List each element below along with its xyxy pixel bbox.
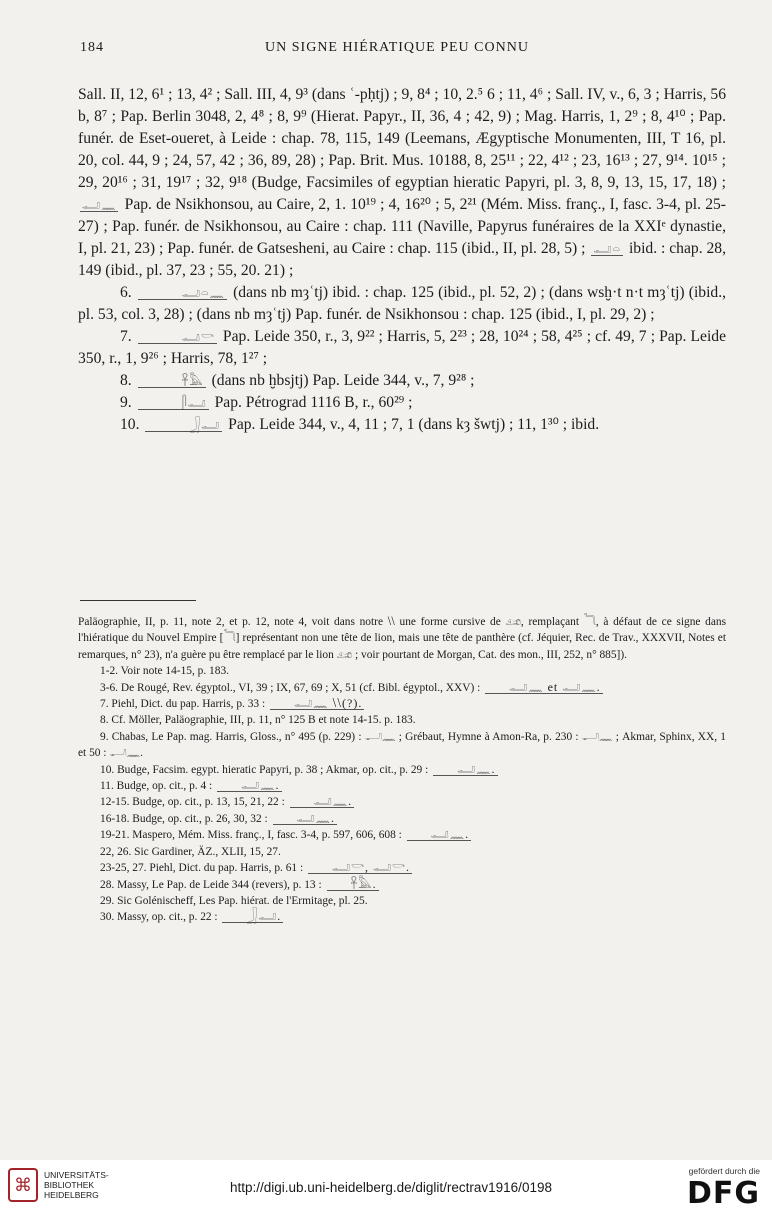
library-logo[interactable] bbox=[8, 1168, 109, 1202]
item-number: 10. bbox=[120, 416, 140, 433]
hieratic-glyph-icon: 𓂝𓈖 et 𓂝𓈖. bbox=[485, 681, 603, 694]
footnote bbox=[78, 778, 726, 794]
hieratic-glyph-icon: 𓂝𓈖. bbox=[217, 779, 281, 792]
footnote bbox=[78, 811, 726, 827]
funder-label: gefördert durch die bbox=[688, 1166, 760, 1176]
footnote bbox=[78, 762, 726, 778]
permalink-url[interactable]: http://digi.ub.uni-heidelberg.de/diglit/rectrav1916/0198 bbox=[230, 1180, 552, 1195]
paragraph-text: Sall. II, 12, 6¹ ; 13, 4² ; Sall. III, 4, 9³ (dans ʿ-pḥtj) ; 9, 8⁴ ; 10, 2.⁵ 6 ; 11, 4⁶ ; Sall. IV, v., 6, 3 ; Harris, 56 b, 8⁷ ; Pap. Berlin 3048, 2, 4⁸ ; 8, 9⁹ (Hierat. Papyr., II, 36, 4 ; 42, 9) ; Mag. Harris, 1, 2⁹ ; 8, 4¹⁰ ; Pap. funér. de Eset-oueret, à Leide : chap. 78, 115, 149 (Leemans, Ægyptische Monumenten, III, T 16, pl. 20, col. 44, 9 ; 24, 57, 42 ; 36, 89, 28) ; Pap. Brit. Mus. 10188, 8, 25¹¹ ; 22, 4¹² ; 23, 16¹³ ; 27, 9¹⁴. 10¹⁵ ; 29, 20¹⁶ ; 31, 19¹⁷ ; 32, 9¹⁸ (Budge, Facsimiles of egyptian hieratic Papyri, pl. 3, 8, 9, 13, 15, 17, 18) ; bbox=[78, 86, 726, 191]
hieratic-glyph-icon: 𓋴𓂝 bbox=[138, 397, 209, 410]
paragraph bbox=[78, 84, 726, 282]
hieratic-glyph-icon: 𓂝𓈖. bbox=[407, 828, 471, 841]
hieratic-glyph-icon: 𓂝𓏏𓈖 bbox=[138, 287, 227, 300]
item-number: 9. bbox=[120, 394, 132, 411]
footnote-text: 10. Budge, Facsim. egypt. hieratic Papyri, p. 38 ; Akmar, op. cit., p. 29 : bbox=[100, 763, 429, 776]
list-item bbox=[78, 370, 726, 392]
page-number: 184 bbox=[80, 40, 104, 55]
paragraph-text: ibid. : chap. 28, 149 (ibid., pl. 37, 23 ; 55, 20. 21) ; bbox=[78, 240, 726, 279]
footnote bbox=[78, 696, 726, 712]
hieratic-glyph-icon: 𓃀𓂝. bbox=[222, 910, 283, 923]
hieratic-glyph-icon: 𓂝𓈖 ⧵⧵(?). bbox=[270, 697, 364, 710]
footnote-text: 23-25, 27. Piehl, Dict. du pap. Harris, p. 61 : bbox=[100, 862, 304, 875]
item-text: Pap. Leide 344, v., 4, 11 ; 7, 1 (dans kȝ šwtj) ; 11, 1³⁰ ; ibid. bbox=[228, 416, 600, 433]
footnote bbox=[78, 827, 726, 843]
footnote-text: 19-21. Maspero, Mém. Miss. franç., I, fasc. 3-4, p. 597, 606, 608 : bbox=[100, 829, 402, 842]
hieratic-glyph-icon: 𓂝𓈖. bbox=[273, 812, 337, 825]
list-item bbox=[78, 392, 726, 414]
footnote-text: 3-6. De Rougé, Rev. égyptol., VI, 39 ; IX, 67, 69 ; X, 51 (cf. Bibl. égyptol., XXV) : bbox=[100, 681, 481, 694]
footnote: 8. Cf. Möller, Paläographie, III, p. 11, n° 125 B et note 14-15. p. 183. bbox=[100, 714, 416, 727]
dfg-logo[interactable]: DFG bbox=[686, 1176, 760, 1211]
item-text: (dans nb mȝʿtj) ibid. : chap. 125 (ibid., pl. 52, 2) ; (dans wsḫ·t n·t mȝʿtj) (ibid., pl. 53, col. 3, 28) ; (dans nb mȝʿtj) Pap. funér. de Nsikhonsou : chap. 125 (ibid., I, pl. 29, 2) ; bbox=[78, 284, 727, 323]
item-text: Pap. Leide 350, r., 3, 9²² ; Harris, 5, 2²³ ; 28, 10²⁴ ; 58, 4²⁵ ; cf. 49, 7 ; Pap. Leide 350, r., 1, 9²⁶ ; Harris, 78, 1²⁷ ; bbox=[78, 328, 726, 367]
footnote: 29. Sic Golénischeff, Les Pap. hiérat. de l'Ermitage, pl. 25. bbox=[100, 894, 368, 907]
list-item bbox=[78, 414, 726, 436]
footnote bbox=[78, 680, 726, 696]
footnote-text: 28. Massy, Le Pap. de Leide 344 (revers), p. 13 : bbox=[100, 878, 322, 891]
footnote: 22, 26. Sic Gardiner, ÄZ., XLII, 15, 27. bbox=[100, 845, 281, 858]
footnote: Paläographie, II, p. 11, note 2, et p. 12, note 4, voit dans notre ⧵⧵ une forme cursive de 𓃭, remplaçant 𓆓, à défaut de ce signe dans l'hiératique du Nouvel Empire [𓆓] représentant non une tête de lion, mais une tête de panthère (cf. Jéquier, Rec. de Trav., XXXVII, Notes et remarques, n° 23), n'a guère pu être remplacé par le lion 𓃭 ; voir pourtant de Morgan, Cat. des mon., III, 252, n° 885]). bbox=[78, 616, 726, 661]
list-item bbox=[78, 326, 726, 370]
hieratic-glyph-icon: 𓂝𓈖. bbox=[290, 795, 354, 808]
footnote: 1-2. Voir note 14-15, p. 183. bbox=[100, 665, 229, 678]
item-number: 7. bbox=[120, 328, 132, 345]
hieratic-glyph-icon: 𓂝𓈖. bbox=[433, 763, 497, 776]
footnote bbox=[78, 794, 726, 810]
hieratic-glyph-icon: 𓋹𓅓 bbox=[138, 375, 206, 388]
footnote-text: 7. Piehl, Dict. du pap. Harris, p. 33 : bbox=[100, 698, 266, 711]
paragraph-text: Pap. de Nsikhonsou, au Caire, 2, 1. 10¹⁹ ; 4, 16²⁰ ; 5, 2²¹ (Mém. Miss. franç., I, fasc. 3-4, pl. 25-27) ; Pap. funér. de Nsikhonsou, au Caire : chap. 111 (Naville, Papyrus funéraires de la XXIᵉ dynastie, I, pl. 21, 23) ; Pap. funér. de Gatsesheni, au Caire : chap. 115 (ibid., II, pl. 28, 5) ; bbox=[78, 196, 726, 257]
running-title: UN SIGNE HIÉRATIQUE PEU CONNU bbox=[265, 40, 529, 55]
footnote-text: 30. Massy, op. cit., p. 22 : bbox=[100, 911, 218, 924]
list-item bbox=[78, 282, 726, 326]
footnotes bbox=[78, 614, 726, 926]
main-text bbox=[78, 84, 726, 436]
footnote-divider bbox=[80, 600, 196, 601]
hieratic-glyph-icon: 𓃀𓂝 bbox=[145, 419, 222, 432]
footnote bbox=[78, 909, 726, 925]
viewer-footer bbox=[0, 1160, 772, 1214]
library-seal-icon: ⌘ bbox=[8, 1168, 38, 1202]
footnote bbox=[78, 860, 726, 876]
hieratic-glyph-icon: 𓂝𓎡 bbox=[138, 331, 217, 344]
library-name: UNIVERSITÄTS- BIBLIOTHEK HEIDELBERG bbox=[44, 1170, 109, 1200]
hieratic-glyph-icon: 𓋹𓅓. bbox=[327, 878, 379, 891]
item-text: (dans nb ḫbsjtj) Pap. Leide 344, v., 7, 9²⁸ ; bbox=[211, 372, 475, 389]
footnote-text: 16-18. Budge, op. cit., p. 26, 30, 32 : bbox=[100, 812, 268, 825]
footnote-text: 12-15. Budge, op. cit., p. 13, 15, 21, 22 : bbox=[100, 796, 285, 809]
footnote: 9. Chabas, Le Pap. mag. Harris, Gloss., n° 495 (p. 229) : 𓂝𓈖 ; Grébaut, Hymne à Amon-Ra, p. 230 : 𓂝𓈖 ; Akmar, Sphinx, XX, 1 et 50 : 𓂝𓈖. bbox=[78, 730, 726, 760]
item-number: 8. bbox=[120, 372, 132, 389]
item-text: Pap. Pétrograd 1116 B, r., 60²⁹ ; bbox=[214, 394, 413, 411]
page-header bbox=[80, 40, 720, 56]
footnote bbox=[78, 877, 726, 893]
hieratic-glyph-icon: 𓂝𓎡, 𓂝𓎡. bbox=[308, 861, 412, 874]
item-number: 6. bbox=[120, 284, 132, 301]
hieratic-glyph-icon: 𓂝𓈖 bbox=[82, 198, 117, 212]
footnote-text: 11. Budge, op. cit., p. 4 : bbox=[100, 780, 213, 793]
hieratic-glyph-icon: 𓂝𓏏 bbox=[593, 242, 622, 256]
